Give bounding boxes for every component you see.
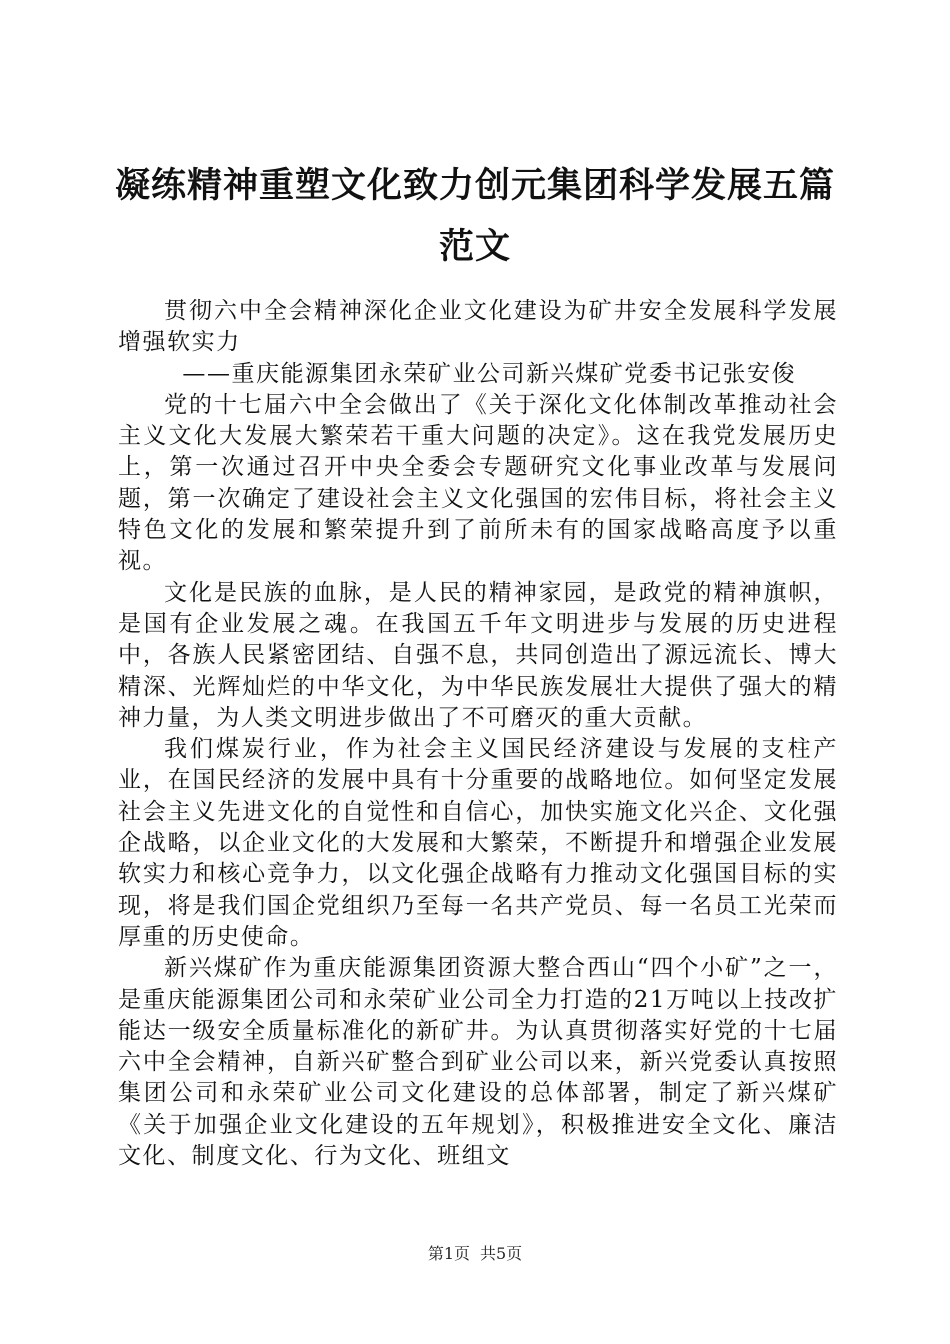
body-paragraph: 文化是民族的血脉，是人民的精神家园，是政党的精神旗帜，是国有企业发展之魂。在我国五千年文明进步与发展的历史进程中，各族人民紧密团结、自强不息，共同创造出了源远流长、博大精深、光辉灿烂的中华文化，为中华民族发展壮大提供了强大的精神力量，为人类文明进步做出了不可磨灭的重大贡献。 — [118, 579, 838, 731]
author-byline: ——重庆能源集团永荣矿业公司新兴煤矿党委书记张安俊 — [182, 360, 797, 387]
document-title-line-1: 凝练精神重塑文化致力创元集团科学发展五篇 — [114, 166, 835, 206]
page-footer — [0, 1241, 950, 1264]
subtitle-paragraph: 贯彻六中全会精神深化企业文化建设为矿井安全发展科学发展增强软实力 — [118, 298, 838, 356]
body-paragraph: 我们煤炭行业，作为社会主义国民经济建设与发展的支柱产业，在国民经济的发展中具有十分重要的战略地位。如何坚定发展社会主义先进文化的自觉性和自信心，加快实施文化兴企、文化强企战略，以企业文化的大发展和大繁荣，不断提升和增强企业发展软实力和核心竞争力，以文化强企战略有力推动文化强国目标的实现，将是我们国企党组织乃至每一名共产党员、每一名员工光荣而厚重的历史使命。 — [118, 736, 838, 950]
page-total: 共5页 — [480, 1244, 523, 1263]
page-number: 第1页 — [427, 1244, 470, 1263]
document-title-line-2: 范文 — [438, 227, 511, 267]
body-paragraph: 新兴煤矿作为重庆能源集团资源大整合西山“四个小矿”之一，是重庆能源集团公司和永荣矿业公司全力打造的21万吨以上技改扩能达一级安全质量标准化的新矿井。为认真贯彻落实好党的十七届六中全会精神，自新兴矿整合到矿业公司以来，新兴党委认真按照集团公司和永荣矿业公司文化建设的总体部署，制定了新兴煤矿《关于加强企业文化建设的五年规划》，积极推进安全文化、廉洁文化、制度文化、行为文化、班组文 — [118, 955, 838, 1170]
document-body — [118, 296, 838, 1172]
body-paragraph: 党的十七届六中全会做出了《关于深化文化体制改革推动社会主义文化大发展大繁荣若干重大问题的决定》。这在我党发展历史上，第一次通过召开中央全委会专题研究文化事业改革与发展问题，第一次确定了建设社会主义文化强国的宏伟目标，将社会主义特色文化的发展和繁荣提升到了前所未有的国家战略高度予以重视。 — [118, 391, 838, 575]
